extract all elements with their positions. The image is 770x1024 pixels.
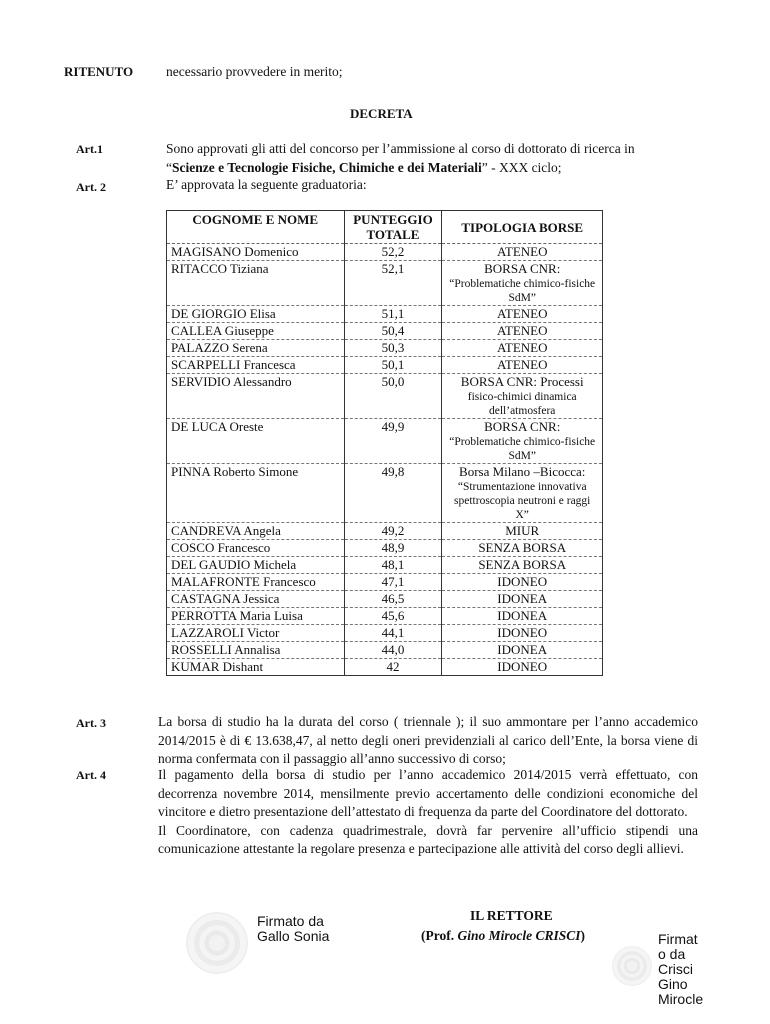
cell-type xyxy=(442,608,603,625)
cell-name: SCARPELLI Francesca xyxy=(167,357,345,374)
art1-quote-close: ” - XXX ciclo; xyxy=(481,159,562,175)
cell-score: 50,3 xyxy=(344,340,442,357)
art4-paragraph-1: Il pagamento della borsa di studio per l’anno accademico 2014/2015 verrà effettuato, con decorrenza novembre 2014, mensilmente previo accertamento delle condizioni economiche del vincitore e dietro presentazione dell’attestato di frequenza da parte del Coordinatore del dottorato. xyxy=(158,767,698,819)
cell-name: DE LUCA Oreste xyxy=(167,419,345,464)
sig2-line: Firmat xyxy=(658,931,698,947)
signature-seal-icon xyxy=(612,946,652,986)
type-main: ATENEO xyxy=(496,244,548,259)
rettore-name-line: (Prof. Gino Mirocle CRISCI) xyxy=(421,928,586,943)
art4-text xyxy=(158,766,698,859)
cell-score: 52,1 xyxy=(344,261,442,306)
header-name: COGNOME E NOME xyxy=(167,211,345,244)
cell-type xyxy=(442,659,603,676)
cell-name: KUMAR Dishant xyxy=(167,659,345,676)
art2-text: E’ approvata la seguente graduatoria: xyxy=(166,177,367,192)
cell-name: DE GIORGIO Elisa xyxy=(167,306,345,323)
cell-score: 48,1 xyxy=(344,557,442,574)
cell-score: 47,1 xyxy=(344,574,442,591)
cell-name: PALAZZO Serena xyxy=(167,340,345,357)
table-row xyxy=(167,419,603,464)
cell-name: COSCO Francesco xyxy=(167,540,345,557)
decreta-heading: DECRETA xyxy=(350,106,413,121)
cell-name: RITACCO Tiziana xyxy=(167,261,345,306)
cell-name: PERROTTA Maria Luisa xyxy=(167,608,345,625)
type-main: IDONEA xyxy=(497,591,548,606)
type-main: IDONEA xyxy=(497,642,548,657)
table-row xyxy=(167,261,603,306)
signature-gallo xyxy=(257,914,329,944)
type-detail: “Problematiche chimico-fisiche SdM” xyxy=(449,278,596,304)
type-main: SENZA BORSA xyxy=(478,540,567,555)
cell-score: 51,1 xyxy=(344,306,442,323)
type-main: BORSA CNR: Processi xyxy=(460,374,584,389)
cell-score: 42 xyxy=(344,659,442,676)
cell-type xyxy=(442,625,603,642)
table-row xyxy=(167,608,603,625)
type-detail: fisico-chimici dinamica dell’atmosfera xyxy=(467,391,577,417)
art4-label: Art. 4 xyxy=(76,768,106,782)
cell-score: 45,6 xyxy=(344,608,442,625)
art1-label: Art.1 xyxy=(76,142,103,156)
cell-type xyxy=(442,244,603,261)
cell-type xyxy=(442,340,603,357)
course-name: Scienze e Tecnologie Fisiche, Chimiche e dei Materiali xyxy=(172,159,482,175)
table-header-row xyxy=(167,211,603,244)
cell-score: 44,0 xyxy=(344,642,442,659)
table-row xyxy=(167,574,603,591)
sig2-line: Gino xyxy=(658,976,688,992)
table-row xyxy=(167,306,603,323)
type-detail: “Strumentazione innovativa spettroscopia neutroni e raggi X” xyxy=(454,481,591,521)
cell-type xyxy=(442,323,603,340)
cell-type xyxy=(442,419,603,464)
cell-name: MALAFRONTE Francesco xyxy=(167,574,345,591)
cell-score: 49,8 xyxy=(344,464,442,523)
cell-name: DEL GAUDIO Michela xyxy=(167,557,345,574)
table-body xyxy=(167,244,603,676)
type-main: BORSA CNR: xyxy=(484,261,561,276)
cell-name: SERVIDIO Alessandro xyxy=(167,374,345,419)
table-row xyxy=(167,323,603,340)
art1-text xyxy=(166,140,698,177)
ritenuto-text: necessario provvedere in merito; xyxy=(166,64,343,79)
sig2-line: o da xyxy=(658,946,686,962)
cell-name: CALLEA Giuseppe xyxy=(167,323,345,340)
table-row xyxy=(167,357,603,374)
rettore-title: IL RETTORE xyxy=(470,908,553,923)
type-main: ATENEO xyxy=(496,306,548,321)
cell-name: LAZZAROLI Victor xyxy=(167,625,345,642)
type-main: IDONEA xyxy=(497,608,548,623)
cell-score: 49,9 xyxy=(344,419,442,464)
type-main: IDONEO xyxy=(497,625,548,640)
ritenuto-label: RITENUTO xyxy=(64,64,134,79)
cell-score: 50,4 xyxy=(344,323,442,340)
table-row xyxy=(167,540,603,557)
art3-text: La borsa di studio ha la durata del corso ( triennale ); il suo ammontare per l’anno accademico 2014/2015 è di € 13.638,47, al netto degli oneri previdenziali al carico dell’Ente, la borsa viene di norma confermata con il passaggio all’anno successivo di corso; xyxy=(158,714,698,766)
type-main: ATENEO xyxy=(496,340,548,355)
art4-paragraph-2: Il Coordinatore, con cadenza quadrimestrale, dovrà far pervenire all’ufficio stipendi una comunicazione attestante la regolare presenza e partecipazione alle attività del corso degli allievi. xyxy=(158,822,698,856)
type-main: IDONEO xyxy=(497,574,548,589)
header-type: TIPOLOGIA BORSE xyxy=(442,211,603,244)
table-row xyxy=(167,625,603,642)
type-main: IDONEO xyxy=(497,659,548,674)
cell-score: 50,1 xyxy=(344,357,442,374)
cell-type xyxy=(442,357,603,374)
type-main: MIUR xyxy=(505,523,540,538)
cell-score: 44,1 xyxy=(344,625,442,642)
ranking-table xyxy=(166,210,603,676)
type-main: SENZA BORSA xyxy=(478,557,567,572)
cell-type xyxy=(442,464,603,523)
table-row xyxy=(167,523,603,540)
art1-line1: Sono approvati gli atti del concorso per l’ammissione al corso di dottorato di ricerca in xyxy=(166,141,635,156)
cell-name: CASTAGNA Jessica xyxy=(167,591,345,608)
header-score: PUNTEGGIO TOTALE xyxy=(344,211,442,244)
type-main: ATENEO xyxy=(496,357,548,372)
sig2-line: Mirocle xyxy=(658,991,704,1007)
art2-label: Art. 2 xyxy=(76,180,106,194)
cell-score: 52,2 xyxy=(344,244,442,261)
table-row xyxy=(167,244,603,261)
cell-score: 49,2 xyxy=(344,523,442,540)
cell-type xyxy=(442,574,603,591)
table-row xyxy=(167,374,603,419)
cell-type xyxy=(442,557,603,574)
cell-name: MAGISANO Domenico xyxy=(167,244,345,261)
cell-score: 46,5 xyxy=(344,591,442,608)
cell-type xyxy=(442,306,603,323)
table-row xyxy=(167,557,603,574)
type-main: BORSA CNR: xyxy=(484,419,561,434)
cell-type xyxy=(442,642,603,659)
cell-score: 48,9 xyxy=(344,540,442,557)
type-main: Borsa Milano –Bicocca: xyxy=(459,464,586,479)
table-row xyxy=(167,642,603,659)
table-row xyxy=(167,340,603,357)
cell-type xyxy=(442,374,603,419)
cell-score: 50,0 xyxy=(344,374,442,419)
sig1-line2: Gallo Sonia xyxy=(257,928,330,944)
art3-label: Art. 3 xyxy=(76,716,106,730)
signature-crisci xyxy=(658,932,703,1007)
sig1-line1: Firmato da xyxy=(257,913,324,929)
signature-seal-icon xyxy=(186,912,248,974)
cell-name: PINNA Roberto Simone xyxy=(167,464,345,523)
cell-type xyxy=(442,261,603,306)
type-detail: “Problematiche chimico-fisiche SdM” xyxy=(449,436,596,462)
table-row xyxy=(167,464,603,523)
cell-type xyxy=(442,591,603,608)
cell-type xyxy=(442,523,603,540)
table-row xyxy=(167,591,603,608)
art1-quote-open: “ xyxy=(166,159,172,175)
cell-name: CANDREVA Angela xyxy=(167,523,345,540)
table-row xyxy=(167,659,603,676)
sig2-line: Crisci xyxy=(658,961,693,977)
type-main: ATENEO xyxy=(496,323,548,338)
cell-name: ROSSELLI Annalisa xyxy=(167,642,345,659)
cell-type xyxy=(442,540,603,557)
